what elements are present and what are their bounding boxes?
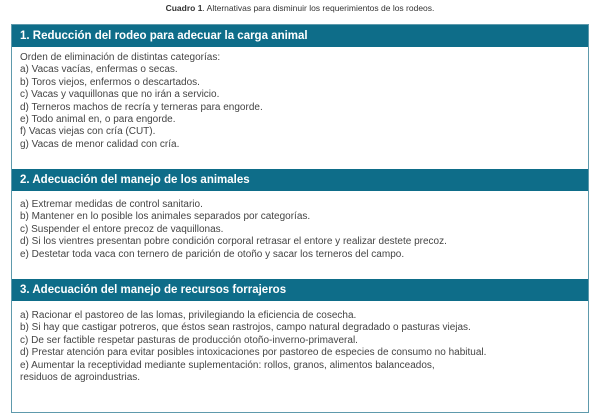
caption-text: . Alternativas para disminuir los requerimientos de los rodeos. [202,3,435,13]
list-item: e) Destetar toda vaca con ternero de parición de otoño y sacar los terneros del campo. [20,248,405,260]
list-item: a) Racionar el pastoreo de las lomas, privilegiando la eficiencia de cosecha. [20,310,357,321]
section-title: 3. Adecuación del manejo de recursos forrajeros [12,279,588,301]
list-item: e) Todo animal en, o para engorde. [20,114,176,126]
list-item: f) Vacas viejas con cría (CUT). [20,126,156,138]
list-item: b) Toros viejos, enfermos o descartados. [20,76,200,88]
list-item: c) Vacas y vaquillonas que no irán a servicio. [20,89,220,101]
section-animal-management [12,169,588,279]
list-item: a) Extremar medidas de control sanitario. [20,199,203,210]
section-body [12,47,588,169]
list-item: Orden de eliminación de distintas categorías: [20,52,221,63]
list-item: e) Aumentar la receptividad mediante suplementación: rollos, granos, alimentos balanceados, [20,359,435,371]
list-item: d) Prestar atención para evitar posibles intoxicaciones por pastoreo de especies de consumo no habitual. [20,347,487,359]
list-item: b) Si hay que castigar potreros, que éstos sean rastrojos, campo natural degradado o pasturas viejas. [20,322,471,334]
section-body [12,191,588,279]
list-item: c) Suspender el entore precoz de vaquillonas. [20,223,224,235]
list-item: a) Vacas vacías, enfermas o secas. [20,64,178,76]
caption-label: Cuadro 1 [165,3,203,13]
list-item: residuos de agroindustrias. [20,372,141,384]
section-herd-reduction [12,25,588,169]
section-forage-management [12,279,588,412]
list-item: d) Si los vientres presentan pobre condición corporal retrasar el entore y realizar destete precoz. [20,236,447,248]
section-title: 1. Reducción del rodeo para adecuar la carga animal [12,25,588,47]
table-caption [0,3,600,13]
alternatives-table [11,24,589,413]
section-title: 2. Adecuación del manejo de los animales [12,169,588,191]
list-item: d) Terneros machos de recría y terneras para engorde. [20,101,263,113]
list-item: b) Mantener en lo posible los animales separados por categorías. [20,211,311,223]
list-item: g) Vacas de menor calidad con cría. [20,138,180,150]
section-body [12,301,588,412]
list-item: c) De ser factible respetar pasturas de producción otoño-inverno-primaveral. [20,334,358,346]
